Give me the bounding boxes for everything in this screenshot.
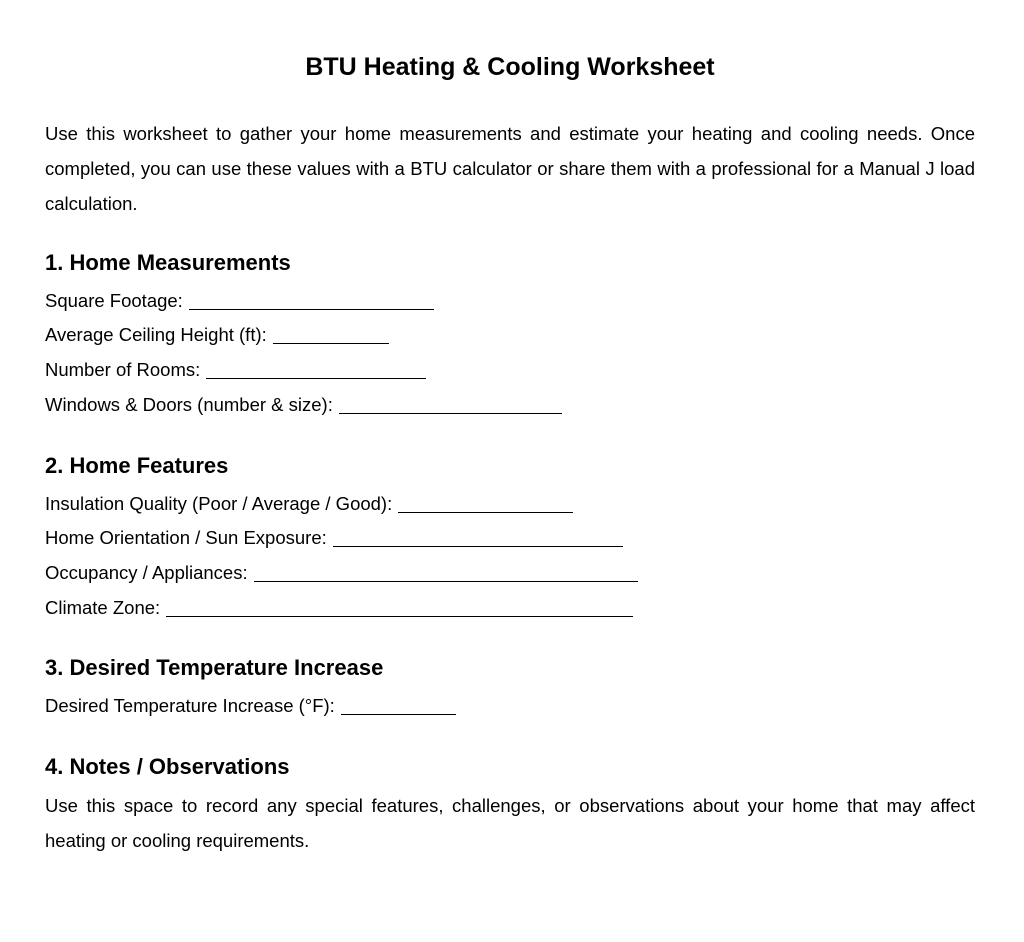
field-label: Desired Temperature Increase (°F):: [45, 695, 335, 716]
field-label: Windows & Doors (number & size):: [45, 394, 333, 415]
section-heading-home-measurements: 1. Home Measurements: [45, 250, 291, 275]
field-desired-temperature: [45, 694, 456, 718]
section-heading-desired-temperature: 3. Desired Temperature Increase: [45, 655, 384, 680]
section-heading-home-features: 2. Home Features: [45, 453, 229, 478]
field-ceiling-height: [45, 323, 389, 347]
windows-doors-blank[interactable]: [339, 395, 562, 414]
square-footage-blank[interactable]: [189, 291, 434, 310]
field-insulation-quality: [45, 492, 573, 516]
climate-zone-blank[interactable]: [166, 598, 633, 617]
field-label: Number of Rooms:: [45, 359, 201, 380]
occupancy-appliances-blank[interactable]: [254, 563, 638, 582]
field-climate-zone: [45, 596, 633, 620]
field-label: Square Footage:: [45, 290, 183, 311]
field-occupancy-appliances: [45, 561, 638, 585]
notes-paragraph: Use this space to record any special features, challenges, or observations about your home that may affect heating or cooling requirements.: [45, 795, 975, 851]
field-home-orientation: [45, 526, 623, 550]
field-label: Occupancy / Appliances:: [45, 562, 248, 583]
field-label: Average Ceiling Height (ft):: [45, 324, 267, 345]
number-of-rooms-blank[interactable]: [206, 360, 426, 379]
field-label: Climate Zone:: [45, 597, 161, 618]
field-label: Home Orientation / Sun Exposure:: [45, 527, 327, 548]
section-heading-notes: 4. Notes / Observations: [45, 754, 290, 779]
desired-temperature-blank[interactable]: [341, 696, 456, 715]
ceiling-height-blank[interactable]: [273, 325, 389, 344]
insulation-quality-blank[interactable]: [398, 494, 573, 513]
page-title: BTU Heating & Cooling Worksheet: [305, 53, 715, 81]
field-windows-doors: [45, 393, 562, 417]
field-square-footage: [45, 289, 434, 313]
intro-paragraph: Use this worksheet to gather your home measurements and estimate your heating and cooling needs. Once completed, you can use these values with a BTU calculator or share them with a professional for a Manual J load calculation.: [45, 123, 975, 214]
home-orientation-blank[interactable]: [333, 528, 623, 547]
field-label: Insulation Quality (Poor / Average / Good):: [45, 493, 393, 514]
field-number-of-rooms: [45, 358, 426, 382]
